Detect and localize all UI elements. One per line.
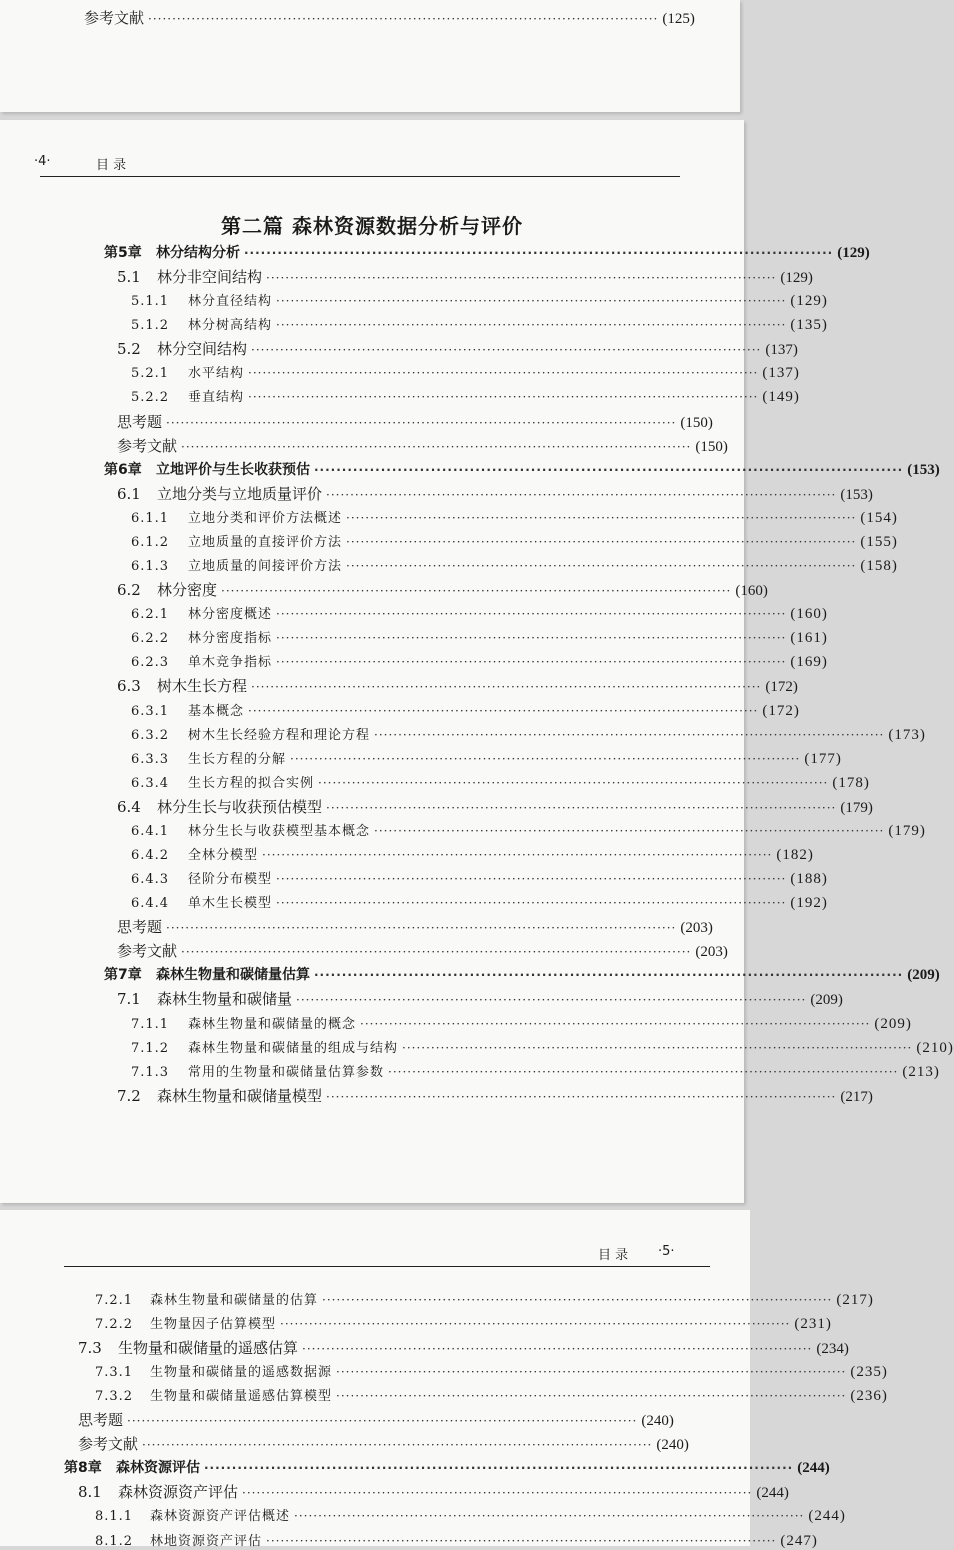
toc-page-number: (192) xyxy=(790,895,828,912)
toc-entry-title: 森林生物量和碳储量的组成与结构 xyxy=(188,1040,399,1056)
toc-page-number: (154) xyxy=(860,509,898,526)
toc-subsection-entry xyxy=(131,1013,912,1033)
toc-entry-number: 6.3.3 xyxy=(131,751,170,767)
toc-leader-dots: ·········································································································· xyxy=(221,584,732,599)
toc-page-number: (125) xyxy=(662,11,695,27)
toc-leader-dots: ·········································································································· xyxy=(346,510,857,525)
toc-entry-number: 6.1.3 xyxy=(131,559,170,575)
toc-entry-number: 5.1.2 xyxy=(131,318,170,334)
toc-page-number: (150) xyxy=(695,438,728,455)
toc-entry-title: 立地分类与立地质量评价 xyxy=(157,484,323,503)
toc-entry-title: 立地质量的直接评价方法 xyxy=(188,534,343,550)
toc-page-number: (209) xyxy=(907,967,940,984)
header-rule xyxy=(64,1266,710,1267)
toc-entry-title: 水平结构 xyxy=(188,366,245,382)
toc-leader-dots: ·········································································································· xyxy=(244,246,834,260)
toc-page-number: (150) xyxy=(680,414,713,431)
toc-page-number: (244) xyxy=(797,1460,830,1477)
toc-section-entry xyxy=(117,266,813,287)
header-page-number: ·4· xyxy=(34,154,51,169)
toc-page-number: (155) xyxy=(860,533,898,550)
toc-leader-dots: ·········································································································· xyxy=(296,993,807,1008)
toc-leader-dots: ·········································································································· xyxy=(374,727,885,742)
toc-subsection-entry xyxy=(131,507,898,527)
toc-page-number: (203) xyxy=(680,920,713,937)
toc-entry-title: 森林资源资产评估概述 xyxy=(150,1509,291,1525)
toc-entry-number: 6.4.2 xyxy=(131,848,170,863)
toc-entry-title: 单木竞争指标 xyxy=(188,655,273,671)
toc-page-number: (203) xyxy=(695,944,728,961)
toc-subsection-entry xyxy=(131,1061,940,1081)
toc-leader-dots: ·········································································································· xyxy=(142,1438,653,1453)
toc-subsection-entry xyxy=(131,868,828,888)
toc-page-number: (172) xyxy=(765,679,798,696)
toc-entry-number: 8.1.2 xyxy=(95,1533,134,1549)
toc-subsection-entry xyxy=(131,1037,954,1057)
toc-page-number: (179) xyxy=(888,822,926,839)
toc-leader-dots: ·········································································································· xyxy=(402,1040,913,1055)
toc-entry-title: 森林生物量和碳储量的概念 xyxy=(188,1016,357,1032)
toc-subsection-entry xyxy=(95,1289,874,1309)
toc-page-number: (240) xyxy=(656,1437,689,1454)
toc-chapter-entry xyxy=(104,459,940,479)
toc-entry-number: 6.1.1 xyxy=(131,510,170,526)
toc-leader-dots: ·········································································································· xyxy=(266,1533,777,1548)
toc-subsection-entry xyxy=(131,627,828,647)
toc-leader-dots: ·········································································································· xyxy=(181,945,692,960)
toc-entry-number: 5.2 xyxy=(117,340,141,359)
toc-chapter-entry xyxy=(64,1457,830,1477)
toc-page-number: (149) xyxy=(762,389,800,406)
toc-entry-title: 林分空间结构 xyxy=(157,340,248,359)
toc-page-5 xyxy=(0,1210,888,1549)
toc-entry-number: 6.3.1 xyxy=(131,703,170,719)
toc-entry-number: 6.4.1 xyxy=(131,823,170,839)
toc-entry-title: 生物量和碳储量的遥感数据源 xyxy=(150,1365,333,1381)
toc-page-number: (179) xyxy=(840,799,873,816)
toc-entry-number: 6.3 xyxy=(117,677,141,696)
toc-subsection-entry xyxy=(131,290,828,310)
toc-section-entry xyxy=(117,940,728,961)
toc-page-number: (217) xyxy=(836,1292,874,1308)
toc-entry-number: 7.1.1 xyxy=(131,1016,170,1032)
toc-page-number: (209) xyxy=(874,1015,912,1032)
toc-page-number: (135) xyxy=(790,317,828,334)
toc-subsection-entry xyxy=(131,844,814,864)
previous-page-fragment xyxy=(0,0,740,112)
toc-entry-number: 6.4.3 xyxy=(131,872,170,888)
toc-subsection-entry xyxy=(131,362,800,382)
toc-section-entry xyxy=(117,675,798,696)
toc-subsection-entry xyxy=(131,748,842,768)
toc-entry-title: 森林资源评估 xyxy=(116,1460,200,1477)
toc-entry-number: 第6章 xyxy=(104,461,142,478)
toc-subsection-entry xyxy=(131,386,800,406)
toc-leader-dots: ·········································································································· xyxy=(262,848,773,862)
toc-entry-title: 思考题 xyxy=(78,1411,124,1430)
toc-leader-dots: ·········································································································· xyxy=(127,1414,638,1429)
toc-section-entry xyxy=(117,988,843,1009)
toc-entry-number: 6.4.4 xyxy=(131,896,170,912)
toc-page-number: (188) xyxy=(790,871,828,888)
toc-entry-number: 第5章 xyxy=(104,245,142,261)
toc-entry-title: 林分结构分析 xyxy=(156,245,240,261)
toc-leader-dots: ·········································································································· xyxy=(280,1317,791,1332)
toc-leader-dots: ·········································································································· xyxy=(346,534,857,549)
toc-entry-number: 6.1 xyxy=(117,484,141,503)
toc-entry-number: 7.3 xyxy=(78,1339,102,1358)
toc-page-number: (234) xyxy=(816,1341,849,1358)
toc-entry-title: 立地评价与生长收获预估 xyxy=(156,461,310,478)
toc-subsection-entry xyxy=(131,772,870,792)
toc-section-entry xyxy=(78,1481,789,1502)
toc-entry-number: 5.1 xyxy=(117,268,141,287)
toc-leader-dots: ·········································································································· xyxy=(302,1342,813,1357)
toc-entry-title: 参考文献 xyxy=(117,436,178,455)
toc-entry-number: 6.4 xyxy=(117,797,141,816)
toc-section-entry xyxy=(117,579,768,600)
toc-entry-title: 树木生长经验方程和理论方程 xyxy=(188,727,371,743)
toc-leader-dots: ·········································································································· xyxy=(276,607,787,622)
toc-subsection-entry xyxy=(131,314,828,334)
toc-page-number: (236) xyxy=(850,1388,888,1405)
toc-chapter-entry xyxy=(104,242,870,262)
toc-page-number: (172) xyxy=(762,702,800,719)
toc-subsection-entry xyxy=(95,1313,832,1333)
toc-page-number: (177) xyxy=(804,750,842,767)
toc-leader-dots: ·········································································································· xyxy=(276,872,787,887)
toc-entry-title: 林分直径结构 xyxy=(188,294,273,310)
header-page-number: ·5· xyxy=(658,1244,675,1259)
toc-subsection-entry xyxy=(131,892,828,912)
toc-leader-dots: ·········································································································· xyxy=(322,1293,833,1307)
toc-entry-title: 参考文献 xyxy=(117,942,178,961)
toc-section-entry xyxy=(78,1337,849,1358)
toc-page-number: (217) xyxy=(840,1088,873,1105)
toc-entry-number: 8.1.1 xyxy=(95,1509,134,1525)
toc-entry-title: 立地质量的间接评价方法 xyxy=(188,559,343,575)
toc-entry-number: 7.1 xyxy=(117,990,141,1009)
toc-entry-number: 5.1.1 xyxy=(131,294,170,310)
toc-entry-number: 6.2.3 xyxy=(131,655,170,671)
toc-leader-dots: ·········································································································· xyxy=(204,1461,794,1476)
toc-entry-title: 林地资源资产评估 xyxy=(150,1533,263,1549)
toc-leader-dots: ·········································································································· xyxy=(336,1389,847,1404)
toc-leader-dots: ·········································································································· xyxy=(294,1509,805,1524)
toc-page-number: (173) xyxy=(888,726,926,743)
toc-subsection-entry xyxy=(95,1505,846,1525)
toc-leader-dots: ·········································································································· xyxy=(251,680,762,695)
toc-page-number: (240) xyxy=(641,1413,674,1430)
toc-leader-dots: ·········································································································· xyxy=(360,1016,871,1031)
toc-leader-dots: ·········································································································· xyxy=(248,703,759,718)
toc-page-4 xyxy=(0,120,954,1203)
toc-leader-dots: ·········································································································· xyxy=(276,631,787,646)
toc-page-number: (247) xyxy=(780,1532,818,1549)
toc-entry-number: 6.2 xyxy=(117,581,141,600)
part-title: 第二篇 森林资源数据分析与评价 xyxy=(221,214,523,238)
toc-entry-title: 生长方程的分解 xyxy=(188,751,287,767)
toc-page-number: (182) xyxy=(776,847,814,863)
toc-leader-dots: ·········································································································· xyxy=(314,968,904,983)
toc-page-number: (210) xyxy=(916,1039,954,1056)
toc-entry-title: 森林生物量和碳储量模型 xyxy=(157,1086,323,1105)
toc-leader-dots: ·········································································································· xyxy=(166,415,677,430)
toc-subsection-entry xyxy=(131,555,898,575)
toc-section-entry xyxy=(117,1085,873,1106)
toc-entry-title: 生长方程的拟合实例 xyxy=(188,775,315,791)
toc-page-number: (213) xyxy=(902,1063,940,1080)
toc-entry-title: 生物量因子估算模型 xyxy=(150,1317,277,1333)
toc-entry-title: 林分非空间结构 xyxy=(157,268,263,287)
toc-leader-dots: ·········································································································· xyxy=(318,775,829,790)
toc-section-entry xyxy=(117,483,873,504)
toc-page-number: (244) xyxy=(756,1485,789,1502)
toc-leader-dots: ·········································································································· xyxy=(326,1089,837,1104)
toc-entry-number: 7.2.2 xyxy=(95,1317,134,1333)
toc-entry-title: 常用的生物量和碳储量估算参数 xyxy=(188,1064,385,1080)
toc-entry-number: 第8章 xyxy=(64,1460,102,1477)
toc-page-number: (161) xyxy=(790,630,828,647)
toc-entry-title: 林分密度概述 xyxy=(188,607,273,623)
toc-subsection-entry xyxy=(131,603,828,623)
toc-leader-dots: ·········································································································· xyxy=(388,1064,899,1079)
toc-entry-title: 林分生长与收获模型基本概念 xyxy=(188,823,371,839)
toc-subsection-entry xyxy=(131,700,800,720)
toc-entry-number: 7.2.1 xyxy=(95,1293,134,1308)
toc-leader-dots: ·········································································································· xyxy=(276,294,787,309)
toc-section-entry xyxy=(117,796,873,817)
toc-leader-dots: ·········································································································· xyxy=(248,366,759,381)
toc-leader-dots: ·········································································································· xyxy=(290,751,801,766)
toc-entry-title: 单木生长模型 xyxy=(188,896,273,912)
toc-page-number: (178) xyxy=(832,774,870,791)
toc-entry-title: 树木生长方程 xyxy=(157,677,248,696)
toc-subsection-entry xyxy=(131,531,898,551)
toc-subsection-entry xyxy=(95,1361,888,1381)
toc-entry-title: 思考题 xyxy=(117,918,163,937)
toc-subsection-entry xyxy=(95,1530,818,1550)
toc-leader-dots: ·········································································································· xyxy=(181,439,692,454)
toc-leader-dots: ·········································································································· xyxy=(276,896,787,911)
toc-entry-title: 垂直结构 xyxy=(188,390,245,406)
toc-section-entry xyxy=(117,916,713,937)
toc-leader-dots: ·········································································································· xyxy=(276,655,787,670)
toc-entry-title: 思考题 xyxy=(117,412,163,431)
toc-page-number: (235) xyxy=(850,1364,888,1381)
toc-leader-dots: ·········································································································· xyxy=(148,12,659,26)
toc-subsection-entry xyxy=(95,1385,888,1405)
toc-entry-number: 7.2 xyxy=(117,1086,141,1105)
toc-leader-dots: ·········································································································· xyxy=(346,559,857,574)
header-rule xyxy=(40,176,680,177)
toc-section-entry xyxy=(78,1409,674,1430)
toc-leader-dots: ·········································································································· xyxy=(248,390,759,405)
toc-entry-number: 6.3.4 xyxy=(131,775,170,791)
toc-entry-title: 立地分类和评价方法概述 xyxy=(188,510,343,526)
toc-section-entry xyxy=(117,411,713,432)
toc-section-entry xyxy=(84,7,695,28)
toc-leader-dots: ·········································································································· xyxy=(242,1486,753,1501)
toc-page-number: (153) xyxy=(840,486,873,503)
toc-page-number: (160) xyxy=(735,583,768,600)
toc-chapter-entry xyxy=(104,964,940,984)
toc-entry-title: 全林分模型 xyxy=(188,848,259,863)
toc-page-number: (209) xyxy=(810,992,843,1009)
toc-subsection-entry xyxy=(131,820,926,840)
toc-page-number: (169) xyxy=(790,654,828,671)
toc-entry-title: 生物量和碳储量的遥感估算 xyxy=(118,1339,299,1358)
toc-leader-dots: ·········································································································· xyxy=(276,318,787,333)
toc-page-number: (153) xyxy=(907,461,940,478)
toc-entry-title: 森林资源资产评估 xyxy=(118,1483,239,1502)
toc-entry-number: 7.3.2 xyxy=(95,1389,134,1405)
header-title: 目 录 xyxy=(96,158,127,173)
toc-page-number: (160) xyxy=(790,606,828,623)
toc-page-number: (244) xyxy=(808,1508,846,1525)
toc-section-entry xyxy=(117,435,728,456)
header-title: 目 录 xyxy=(598,1248,629,1263)
toc-section-entry xyxy=(78,1433,689,1454)
toc-entry-number: 7.1.2 xyxy=(131,1040,170,1056)
toc-subsection-entry xyxy=(131,724,926,744)
toc-leader-dots: ·········································································································· xyxy=(374,823,885,838)
toc-entry-title: 森林生物量和碳储量的估算 xyxy=(150,1293,319,1308)
toc-entry-title: 林分密度指标 xyxy=(188,631,273,647)
toc-entry-title: 参考文献 xyxy=(84,9,145,27)
toc-page-number: (137) xyxy=(765,342,798,359)
toc-entry-number: 8.1 xyxy=(78,1483,102,1502)
toc-page-number: (158) xyxy=(860,558,898,575)
toc-entry-title: 森林生物量和碳储量估算 xyxy=(156,967,310,984)
toc-entry-number: 6.3.2 xyxy=(131,727,170,743)
toc-entry-number: 5.2.2 xyxy=(131,390,170,406)
toc-entry-title: 生物量和碳储量遥感估算模型 xyxy=(150,1389,333,1405)
toc-page-number: (129) xyxy=(780,270,813,287)
toc-entry-title: 森林生物量和碳储量 xyxy=(157,990,293,1009)
toc-leader-dots: ·········································································································· xyxy=(326,800,837,815)
toc-leader-dots: ·········································································································· xyxy=(336,1365,847,1380)
toc-section-entry xyxy=(117,338,798,359)
toc-subsection-entry xyxy=(131,651,828,671)
toc-entry-title: 径阶分布模型 xyxy=(188,872,273,888)
toc-leader-dots: ·········································································································· xyxy=(166,921,677,936)
toc-entry-title: 基本概念 xyxy=(188,703,245,719)
toc-page-number: (137) xyxy=(762,365,800,382)
toc-entry-number: 6.1.2 xyxy=(131,534,170,550)
toc-page-number: (129) xyxy=(837,245,870,261)
toc-entry-number: 第7章 xyxy=(104,967,142,984)
toc-entry-number: 6.2.1 xyxy=(131,607,170,623)
toc-entry-number: 7.3.1 xyxy=(95,1365,134,1381)
toc-leader-dots: ·········································································································· xyxy=(314,462,904,477)
toc-page-number: (231) xyxy=(794,1316,832,1333)
toc-leader-dots: ·········································································································· xyxy=(251,343,762,358)
toc-entry-title: 参考文献 xyxy=(78,1435,139,1454)
toc-entry-title: 林分生长与收获预估模型 xyxy=(157,797,323,816)
toc-entry-number: 6.2.2 xyxy=(131,631,170,647)
toc-leader-dots: ·········································································································· xyxy=(266,271,777,286)
toc-entry-title: 林分密度 xyxy=(157,581,218,600)
toc-entry-title: 林分树高结构 xyxy=(188,318,273,334)
toc-entry-number: 7.1.3 xyxy=(131,1064,170,1080)
toc-page-number: (129) xyxy=(790,293,828,310)
toc-entry-number: 5.2.1 xyxy=(131,366,170,382)
toc-leader-dots: ·········································································································· xyxy=(326,487,837,502)
